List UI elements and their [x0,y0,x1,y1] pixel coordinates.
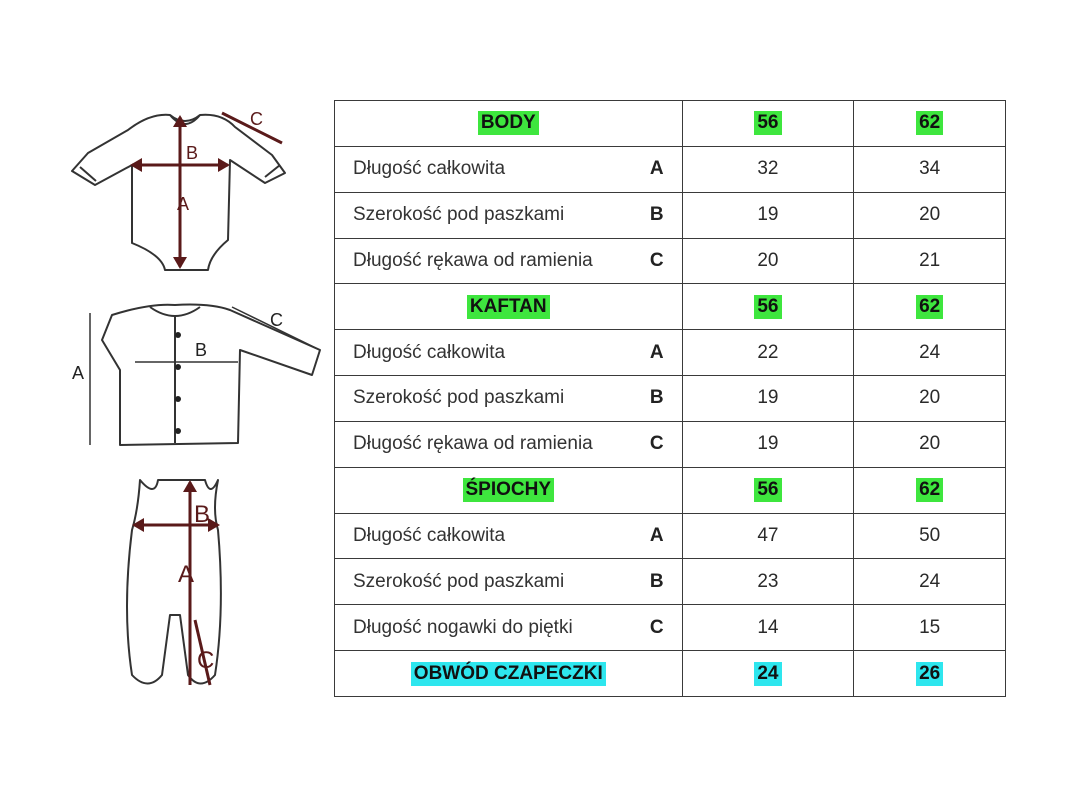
section-title: KAFTAN [467,295,550,319]
section-header-body [335,101,1006,147]
measure-letter: C [649,433,664,455]
hat-title: OBWÓD CZAPECZKI [411,662,606,686]
size-62: 62 [916,295,943,319]
size-56: 56 [754,295,781,319]
measure-label: Szerokość pod paszkami [353,570,565,592]
kaftan-letter-a: A [72,363,85,383]
table-row [335,421,1006,467]
value-cell: 20 [854,376,1006,422]
measure-label: Długość całkowita [353,525,506,547]
size-56: 56 [754,478,781,502]
measure-letter: C [649,616,664,638]
value-cell: 15 [854,605,1006,651]
spiochy-letter-a: A [178,561,195,588]
measure-letter: A [649,341,664,363]
measure-letter: B [649,570,664,592]
measure-label: Szerokość pod paszkami [353,387,565,409]
value-cell: 20 [682,238,854,284]
section-title: BODY [478,111,539,135]
table-row [335,376,1006,422]
spiochy-illustration [60,470,330,700]
measure-letter: B [649,204,664,226]
value-cell: 24 [854,330,1006,376]
section-title: ŚPIOCHY [463,478,555,502]
section-header-kaftan [335,284,1006,330]
hat-value-56: 24 [754,662,781,686]
value-cell: 19 [682,421,854,467]
measure-letter: A [649,525,664,547]
value-cell: 47 [682,513,854,559]
table-row [335,605,1006,651]
kaftan-letter-c: C [270,310,283,330]
size-table [334,100,1006,697]
size-56: 56 [754,111,781,135]
kaftan-drawing [60,295,330,460]
value-cell: 21 [854,238,1006,284]
measure-label: Długość całkowita [353,158,506,180]
table-row [335,192,1006,238]
size-62: 62 [916,111,943,135]
spiochy-drawing [60,470,330,700]
body-letter-b: B [186,143,199,163]
measure-letter: A [649,158,664,180]
measure-letter: C [649,249,664,271]
value-cell: 20 [854,192,1006,238]
value-cell: 20 [854,421,1006,467]
kaftan-illustration [60,295,330,460]
hat-circumference-row [335,651,1006,697]
value-cell: 19 [682,192,854,238]
measure-letter: B [649,387,664,409]
value-cell: 14 [682,605,854,651]
spiochy-letter-c: C [197,647,215,674]
value-cell: 22 [682,330,854,376]
spiochy-letter-b: B [194,501,211,528]
table-row [335,146,1006,192]
section-header-spiochy [335,467,1006,513]
value-cell: 34 [854,146,1006,192]
measure-label: Długość rękawa od ramienia [353,433,593,455]
table-row [335,238,1006,284]
value-cell: 19 [682,376,854,422]
kaftan-letter-b: B [195,340,208,360]
bodysuit-illustration [60,95,330,285]
body-letter-a: A [177,194,190,214]
table-row [335,330,1006,376]
body-letter-c: C [250,109,263,129]
measure-label: Długość rękawa od ramienia [353,249,593,271]
hat-value-62: 26 [916,662,943,686]
value-cell: 50 [854,513,1006,559]
measure-label: Długość nogawki do piętki [353,616,573,638]
size-62: 62 [916,478,943,502]
table-row [335,559,1006,605]
value-cell: 32 [682,146,854,192]
table-row [335,513,1006,559]
value-cell: 23 [682,559,854,605]
bodysuit-drawing [60,95,330,285]
measure-label: Szerokość pod paszkami [353,204,565,226]
measure-label: Długość całkowita [353,341,506,363]
value-cell: 24 [854,559,1006,605]
